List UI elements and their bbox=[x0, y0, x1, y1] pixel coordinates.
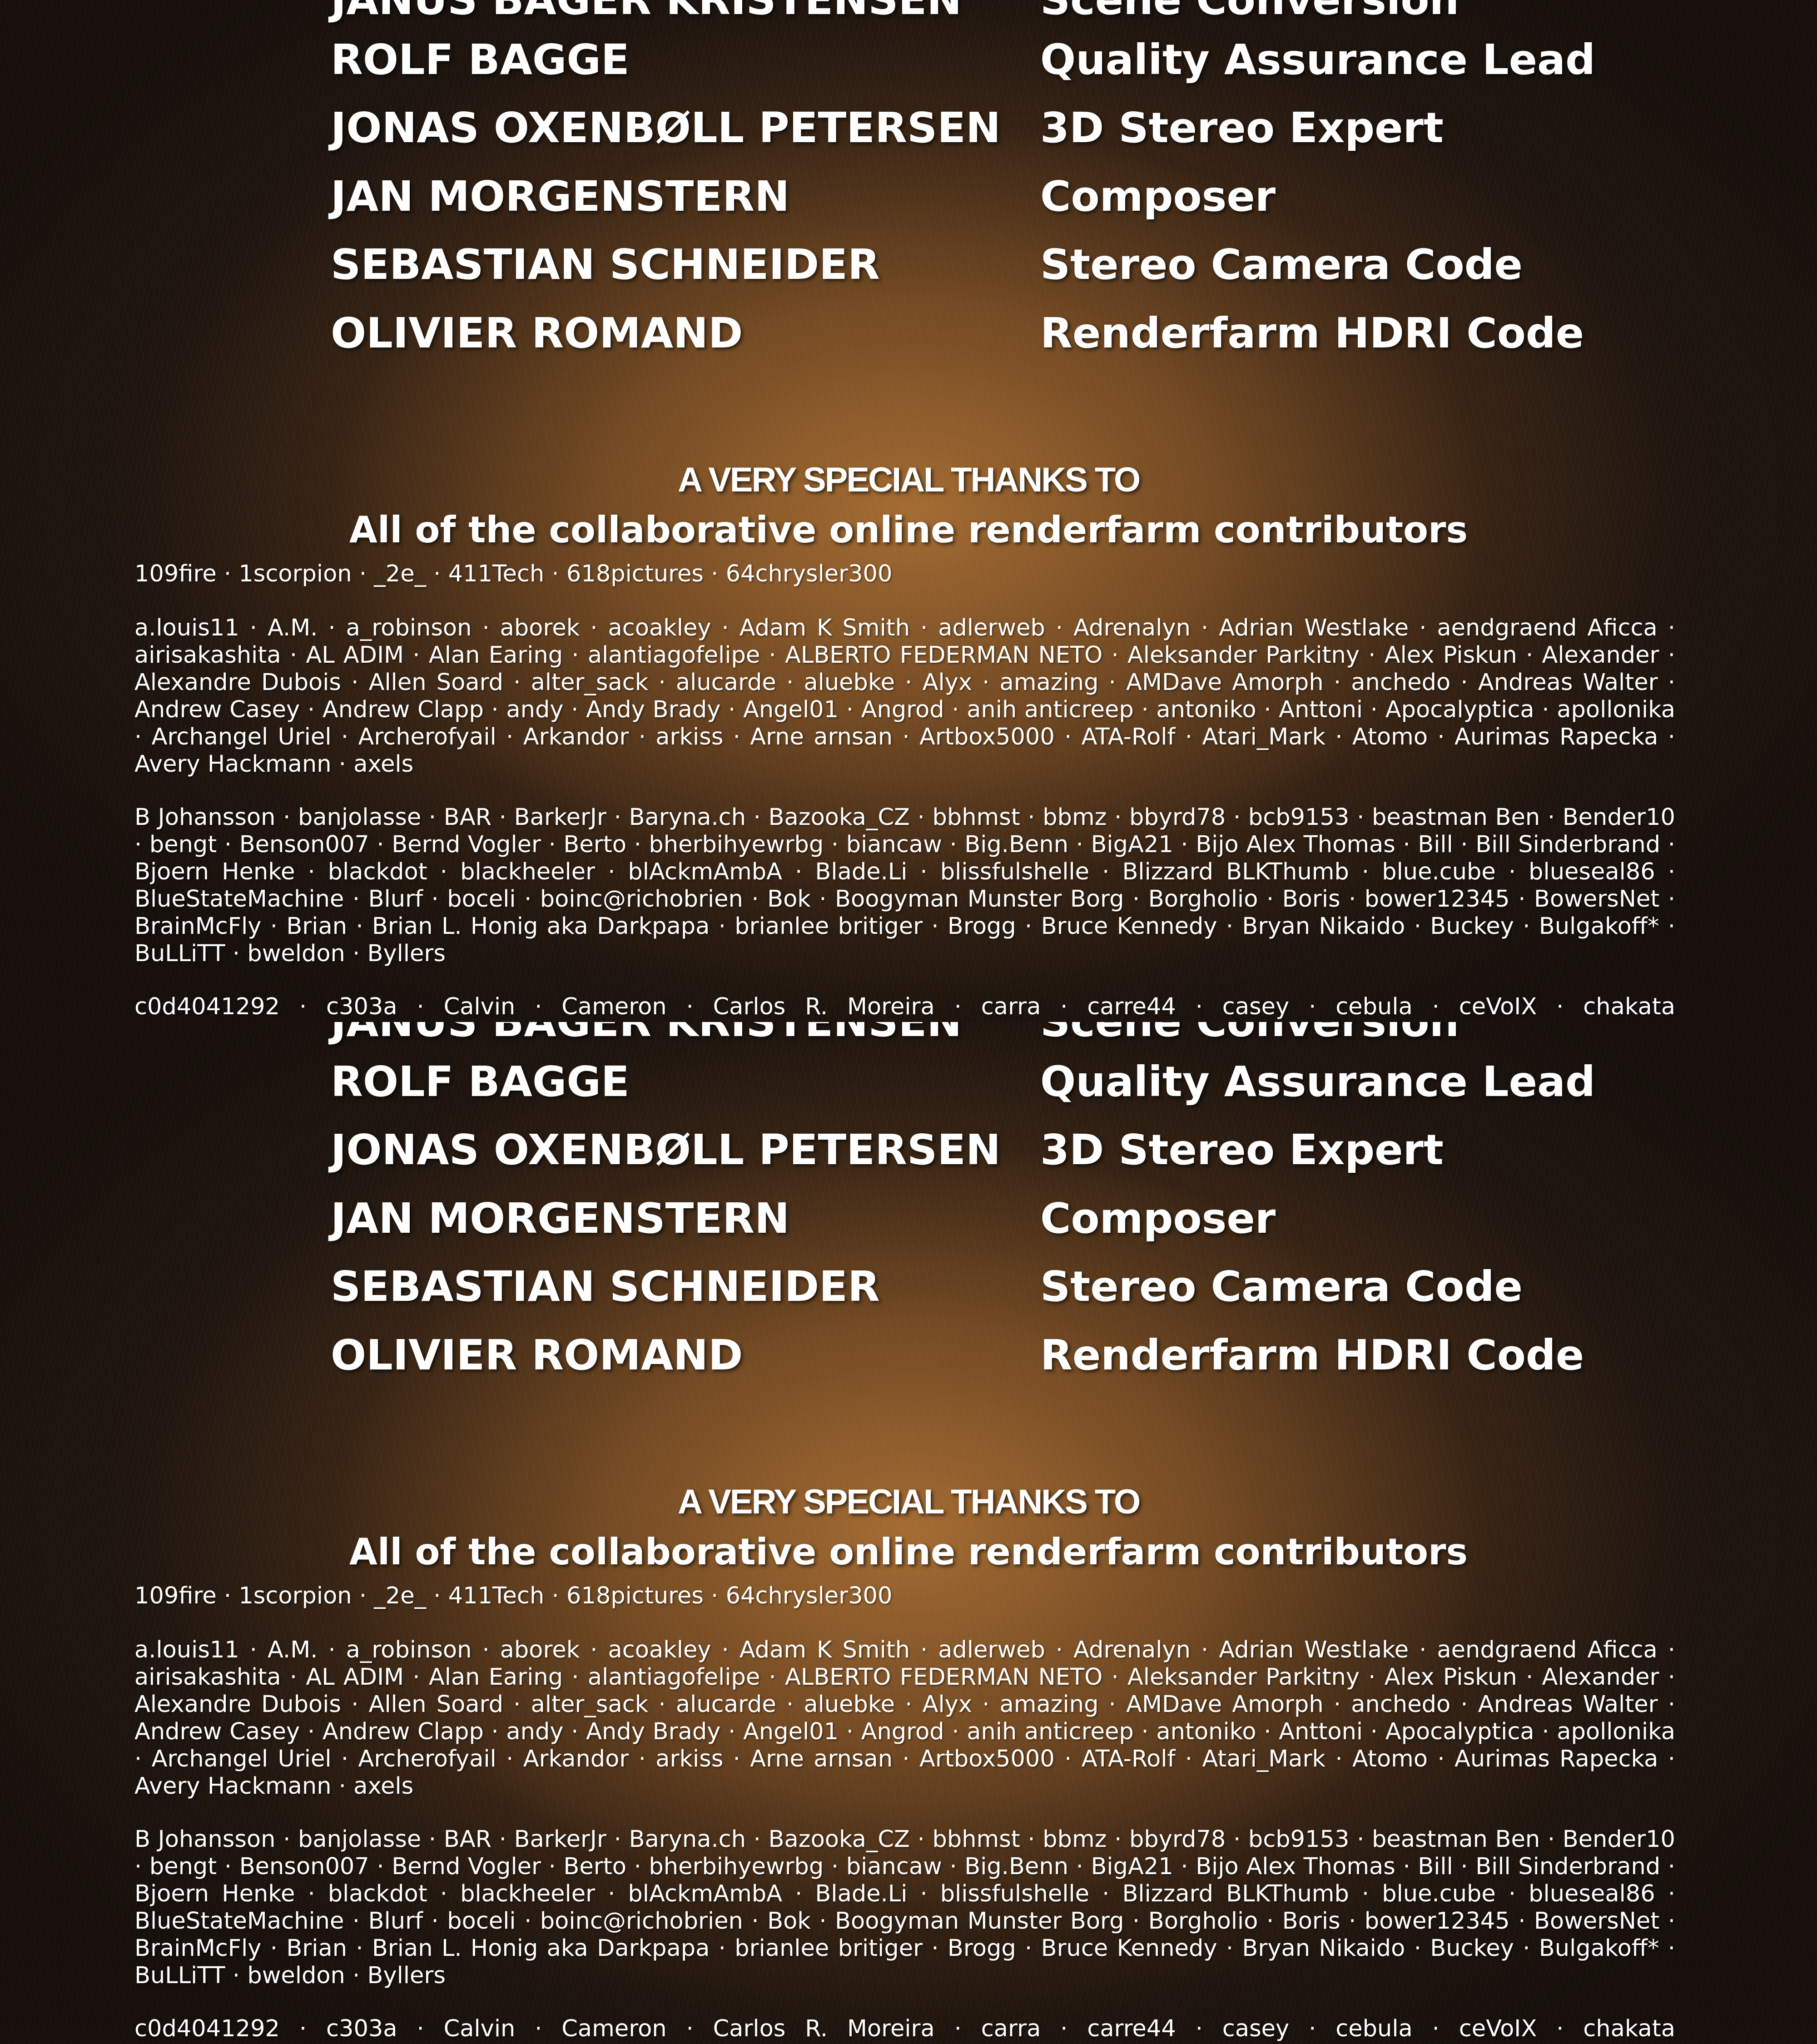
special-thanks-heading: A VERY SPECIAL THANKS TO bbox=[0, 1482, 1817, 1523]
contributor-list: c0d4041292 · c303a · Calvin · Cameron · Carlos R. Moreira · carra · carre44 · casey · cebula · ceVoIX · chakata bbox=[134, 993, 1675, 1021]
credit-role: Stereo Camera Code bbox=[1040, 231, 1523, 299]
credit-role: Quality Assurance Lead bbox=[1040, 1048, 1595, 1116]
contributor-list: 109fire · 1scorpion · _2e_ · 411Tech · 618pictures · 64chrysler300 bbox=[134, 1583, 1675, 1610]
credit-name: OLIVIER ROMAND bbox=[331, 299, 743, 367]
special-thanks-subheading: All of the collaborative online renderfarm contributors bbox=[0, 505, 1817, 555]
credit-role: Renderfarm HDRI Code bbox=[1040, 299, 1584, 367]
credit-name: SEBASTIAN SCHNEIDER bbox=[331, 1253, 880, 1321]
special-thanks-heading: A VERY SPECIAL THANKS TO bbox=[0, 460, 1817, 501]
credit-name: ROLF BAGGE bbox=[331, 26, 630, 94]
contributor-list: B Johansson · banjolasse · BAR · BarkerJr · Baryna.ch · Bazooka_CZ · bbhmst · bbmz · bbyrd78 · bcb9153 · beastman Ben · Bender10 · bengt · Benson007 · Bernd Vogler · Berto · bherbihyewrbg · biancaw · Big.Benn · BigA21 · Bijo Alex Thomas · Bill · Bill Sinderbrand · Bjoern Henke · blackdot · blackheeler · blAckmAmbA · Blade.Li · blissfulshelle · Blizzard BLKThumb · blue.cube · blueseal86 · BlueStateMachine · Blurf · boceli · boinc@richobrien · Bok · Boogyman Munster Borg · Borgholio · Boris · bower12345 · BowersNet · BrainMcFly · Brian · Brian L. Honig aka Darkpapa · brianlee britiger · Brogg · Bruce Kennedy · Bryan Nikaido · Buckey · Bulgakoff* · BuLLiTT · bweldon · Byllers bbox=[134, 804, 1675, 967]
credit-role: 3D Stereo Expert bbox=[1040, 1116, 1444, 1184]
credit-name: JONAS OXENBØLL PETERSEN bbox=[331, 94, 1001, 162]
credit-role: Composer bbox=[1040, 1185, 1276, 1253]
contributor-list: c0d4041292 · c303a · Calvin · Cameron · Carlos R. Moreira · carra · carre44 · casey · cebula · ceVoIX · chakata bbox=[134, 2015, 1675, 2043]
credit-role: Stereo Camera Code bbox=[1040, 1253, 1523, 1321]
contributor-list: a.louis11 · A.M. · a_robinson · aborek · acoakley · Adam K Smith · adlerweb · Adrenalyn · Adrian Westlake · aendgraend Aficca · airisakashita · AL ADIM · Alan Earing · alantiagofelipe · ALBERTO FEDERMAN NETO · Aleksander Parkitny · Alex Piskun · Alexander · Alexandre Dubois · Allen Soard · alter_sack · alucarde · aluebke · Alyx · amazing · AMDave Amorph · anchedo · Andreas Walter · Andrew Casey · Andrew Clapp · andy · Andy Brady · Angel01 · Angrod · anih anticreep · antoniko · Anttoni · Apocalyptica · apollonika · Archangel Uriel · Archerofyail · Arkandor · arkiss · Arne arnsan · Artbox5000 · ATA-Rolf · Atari_Mark · Atomo · Aurimas Rapecka · Avery Hackmann · axels bbox=[134, 615, 1675, 778]
credit-name: JAN MORGENSTERN bbox=[331, 163, 789, 231]
credit-name: ROLF BAGGE bbox=[331, 1048, 630, 1116]
credit-role: Composer bbox=[1040, 163, 1276, 231]
credit-role: Quality Assurance Lead bbox=[1040, 26, 1595, 94]
credit-role: Renderfarm HDRI Code bbox=[1040, 1321, 1584, 1389]
contributor-list: a.louis11 · A.M. · a_robinson · aborek · acoakley · Adam K Smith · adlerweb · Adrenalyn · Adrian Westlake · aendgraend Aficca · airisakashita · AL ADIM · Alan Earing · alantiagofelipe · ALBERTO FEDERMAN NETO · Aleksander Parkitny · Alex Piskun · Alexander · Alexandre Dubois · Allen Soard · alter_sack · alucarde · aluebke · Alyx · amazing · AMDave Amorph · anchedo · Andreas Walter · Andrew Casey · Andrew Clapp · andy · Andy Brady · Angel01 · Angrod · anih anticreep · antoniko · Anttoni · Apocalyptica · apollonika · Archangel Uriel · Archerofyail · Arkandor · arkiss · Arne arnsan · Artbox5000 · ATA-Rolf · Atari_Mark · Atomo · Aurimas Rapecka · Avery Hackmann · axels bbox=[134, 1637, 1675, 1800]
contributor-list: B Johansson · banjolasse · BAR · BarkerJr · Baryna.ch · Bazooka_CZ · bbhmst · bbmz · bbyrd78 · bcb9153 · beastman Ben · Bender10 · bengt · Benson007 · Bernd Vogler · Berto · bherbihyewrbg · biancaw · Big.Benn · BigA21 · Bijo Alex Thomas · Bill · Bill Sinderbrand · Bjoern Henke · blackdot · blackheeler · blAckmAmbA · Blade.Li · blissfulshelle · Blizzard BLKThumb · blue.cube · blueseal86 · BlueStateMachine · Blurf · boceli · boinc@richobrien · Bok · Boogyman Munster Borg · Borgholio · Boris · bower12345 · BowersNet · BrainMcFly · Brian · Brian L. Honig aka Darkpapa · brianlee britiger · Brogg · Bruce Kennedy · Bryan Nikaido · Buckey · Bulgakoff* · BuLLiTT · bweldon · Byllers bbox=[134, 1826, 1675, 1989]
special-thanks-subheading: All of the collaborative online renderfarm contributors bbox=[0, 1527, 1817, 1577]
credit-name: SEBASTIAN SCHNEIDER bbox=[331, 231, 880, 299]
credit-name: JONAS OXENBØLL PETERSEN bbox=[331, 1116, 1001, 1184]
credit-role: 3D Stereo Expert bbox=[1040, 94, 1444, 162]
credit-name: JAN MORGENSTERN bbox=[331, 1185, 789, 1253]
contributor-list: 109fire · 1scorpion · _2e_ · 411Tech · 618pictures · 64chrysler300 bbox=[134, 561, 1675, 588]
credit-name: OLIVIER ROMAND bbox=[331, 1321, 743, 1389]
